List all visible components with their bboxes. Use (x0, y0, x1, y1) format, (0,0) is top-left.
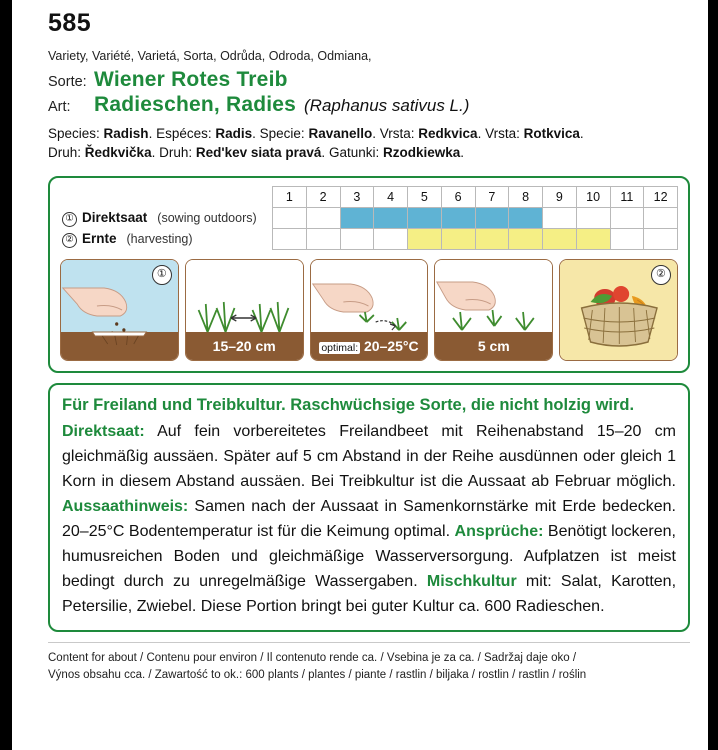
harvest-label-en: (harvesting) (126, 231, 193, 246)
left-black-edge (0, 0, 12, 750)
month-header-5: 5 (408, 187, 442, 208)
species-name-4: Redkvica (418, 126, 478, 141)
pictogram-thinning-plants (434, 259, 553, 361)
species-lang-6: Druh: (48, 145, 82, 160)
row-spacing-caption: 15–20 cm (212, 338, 276, 354)
sow-cell-12 (644, 208, 678, 229)
month-header-11: 11 (610, 187, 644, 208)
month-header-4: 4 (374, 187, 408, 208)
harv-cell-11 (610, 229, 644, 250)
thinning-caption: 5 cm (477, 338, 510, 354)
harv-cell-4 (374, 229, 408, 250)
harv-cell-10 (576, 229, 610, 250)
marker-circle-2: ② (62, 233, 77, 248)
month-header-10: 10 (576, 187, 610, 208)
species-lang-8: Gatunki: (328, 145, 380, 160)
soil-temperature-prefix: optimal: (321, 342, 359, 354)
footer-content-note (48, 642, 690, 684)
sow-cell-3 (340, 208, 374, 229)
species-lang-7: Druh: (159, 145, 193, 160)
sorte-value: Wiener Rotes Treib (94, 68, 288, 91)
sowing-label: Direktsaat (82, 209, 148, 225)
art-label: Art: (48, 99, 71, 115)
species-lang-1: Species: (48, 126, 100, 141)
species-name-5: Rotkvica (523, 126, 580, 141)
description-headline: Für Freiland und Treibkultur. Raschwüchsige Sorte, die nicht holzig wird. (62, 396, 635, 414)
pictogram-harvest-basket (559, 259, 678, 361)
sorte-row (48, 68, 690, 92)
month-header-2: 2 (306, 187, 340, 208)
harv-cell-2 (306, 229, 340, 250)
month-header-3: 3 (340, 187, 374, 208)
sowing-calendar-table (60, 186, 678, 250)
sow-cell-1 (273, 208, 307, 229)
right-black-edge (708, 0, 718, 750)
soil-temperature-caption (311, 338, 428, 354)
art-row (48, 93, 690, 117)
sow-cell-11 (610, 208, 644, 229)
calendar-row-harvest (60, 229, 678, 250)
sowing-calendar-panel (48, 176, 690, 373)
species-line-1: Species: Radish. Espéces: Radis. Specie: Ravanello. Vrsta: Redkvica. Vrsta: Rotkvica. (48, 126, 584, 141)
species-lang-5: Vrsta: (485, 126, 520, 141)
species-translations (48, 124, 690, 162)
description-panel (48, 383, 690, 632)
harv-cell-1 (273, 229, 307, 250)
sow-cell-4 (374, 208, 408, 229)
harvest-label: Ernte (82, 230, 117, 246)
calendar-row-sowing (60, 208, 678, 229)
harv-cell-7 (475, 229, 509, 250)
sow-cell-7 (475, 208, 509, 229)
marker-circle-1: ① (62, 212, 77, 227)
calendar-row-label-sowing (60, 208, 273, 229)
harv-cell-3 (340, 229, 374, 250)
pictogram-badge-2: ② (651, 265, 671, 285)
month-header-7: 7 (475, 187, 509, 208)
harv-cell-6 (441, 229, 475, 250)
sow-cell-6 (441, 208, 475, 229)
month-header-1: 1 (273, 187, 307, 208)
species-lang-2: Espéces: (156, 126, 212, 141)
packet-number: 585 (48, 9, 92, 37)
soil-temperature-value: 20–25°C (364, 338, 419, 354)
month-header-8: 8 (509, 187, 543, 208)
species-name-3: Ravanello (308, 126, 373, 141)
month-header-12: 12 (644, 187, 678, 208)
sow-cell-10 (576, 208, 610, 229)
species-name-8: Rzodkiewka (382, 145, 461, 160)
sow-cell-9 (543, 208, 577, 229)
pictogram-row-spacing (185, 259, 304, 361)
species-lang-4: Vrsta: (379, 126, 415, 141)
harv-cell-5 (408, 229, 442, 250)
sow-cell-5 (408, 208, 442, 229)
calendar-header-blank (60, 187, 273, 208)
variety-languages-line: Variety, Variété, Varietá, Sorta, Odrůda, Odroda, Odmiana, (48, 49, 372, 63)
species-name-6: Ředkvička (84, 145, 152, 160)
pictogram-hand-sowing-seeds (60, 259, 179, 361)
harv-cell-8 (509, 229, 543, 250)
harv-cell-9 (543, 229, 577, 250)
species-line-2: Druh: Ředkvička. Druh: Red'kev siata pravá. Gatunki: Rzodkiewka. (48, 145, 465, 160)
species-name-7: Red'kev siata pravá (195, 145, 322, 160)
description-body: Direktsaat: Auf fein vorbereitetes Freilandbeet mit Reihenabstand 15–20 cm gleichmäßig aussäen. Später auf 5 cm Abstand in der Reihe ausdünnen oder gleich 1 Korn in diesem Abstand aussäen. Bei Treibkultur ist die Aussaat ab Februar möglich. Aussaathinweis: Samen nach der Aussaat in Samenkornstärke mit Erde bedecken. 20–25°C Bodentemperatur ist für die Keimung optimal. Ansprüche: Benötigt lockeren, humusreichen Boden und gleichmäßige Wasserversorgung. Aufplatzen ist meist bedingt durch zu unregelmäßige Wassergaben. Mischkultur mit: Salat, Karotten, Petersilie, Zwiebel. Diese Portion bringt bei guter Kultur ca. 600 Radieschen. (62, 423, 677, 615)
species-name-1: Radish (103, 126, 149, 141)
sowing-label-en: (sowing outdoors) (157, 210, 257, 225)
species-lang-3: Specie: (259, 126, 305, 141)
pictogram-soil-temperature (310, 259, 429, 361)
art-latin-name: (Raphanus sativus L.) (304, 96, 470, 115)
species-name-2: Radis (215, 126, 253, 141)
sow-cell-2 (306, 208, 340, 229)
month-header-6: 6 (441, 187, 475, 208)
calendar-row-label-harvest (60, 229, 273, 250)
pictogram-badge-1: ① (152, 265, 172, 285)
calendar-header-row (60, 187, 678, 208)
pictogram-strip (60, 259, 678, 361)
sorte-label: Sorte: (48, 74, 87, 90)
month-header-9: 9 (543, 187, 577, 208)
art-value: Radieschen, Radies (94, 93, 297, 116)
harv-cell-12 (644, 229, 678, 250)
sow-cell-8 (509, 208, 543, 229)
footer-line-2: Výnos obsahu cca. / Zawartość to ok.: 600 plants / plantes / piante / rastlin / biljaka / rostlin / rastlin / roślin (48, 669, 587, 681)
footer-line-1: Content for about / Contenu pour environ / Il contenuto rende ca. / Vsebina je za ca. / Sadržaj daje oko / (48, 652, 577, 664)
